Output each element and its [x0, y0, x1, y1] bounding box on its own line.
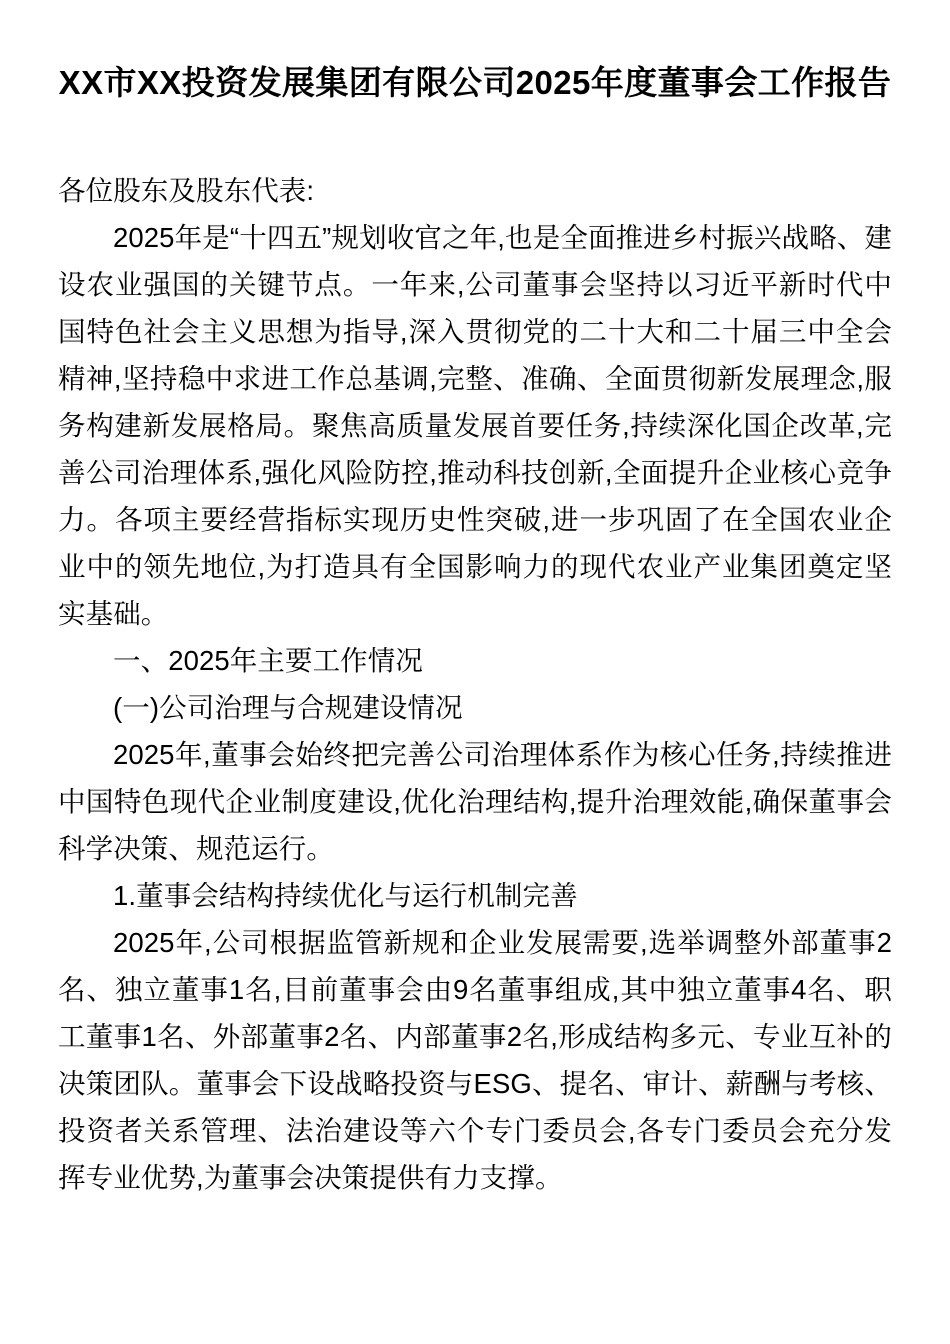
document-body: [58, 0, 892, 1201]
heading-item-one: 1.董事会结构持续优化与运行机制完善: [113, 880, 578, 911]
heading-subsection-one: (一)公司治理与合规建设情况: [113, 692, 463, 723]
paragraph-governance-overview: 2025年,董事会始终把完善公司治理体系作为核心任务,持续推进中国特色现代企业制度建设,优化治理结构,提升治理效能,确保董事会科学决策、规范运行。: [58, 739, 892, 864]
paragraph-opening-summary: 2025年是“十四五”规划收官之年,也是全面推进乡村振兴战略、建设农业强国的关键节点。一年来,公司董事会坚持以习近平新时代中国特色社会主义思想为指导,深入贯彻党的二十大和二十届三中全会精神,坚持稳中求进工作总基调,完整、准确、全面贯彻新发展理念,服务构建新发展格局。聚焦高质量发展首要任务,持续深化国企改革,完善公司治理体系,强化风险防控,推动科技创新,全面提升企业核心竞争力。各项主要经营指标实现历史性突破,进一步巩固了在全国农业企业中的领先地位,为打造具有全国影响力的现代农业产业集团奠定坚实基础。: [58, 222, 892, 629]
paragraph-board-structure: 2025年,公司根据监管新规和企业发展需要,选举调整外部董事2名、独立董事1名,目前董事会由9名董事组成,其中独立董事4名、职工董事1名、外部董事2名、内部董事2名,形成结构多元、专业互补的决策团队。董事会下设战略投资与ESG、提名、审计、薪酬与考核、投资者关系管理、法治建设等六个专门委员会,各专门委员会充分发挥专业优势,为董事会决策提供有力支撑。: [58, 927, 892, 1193]
heading-section-one: 一、2025年主要工作情况: [113, 645, 423, 676]
page-title: XX市XX投资发展集团有限公司2025年度董事会工作报告: [58, 64, 892, 101]
salutation-line: 各位股东及股东代表:: [58, 175, 315, 206]
